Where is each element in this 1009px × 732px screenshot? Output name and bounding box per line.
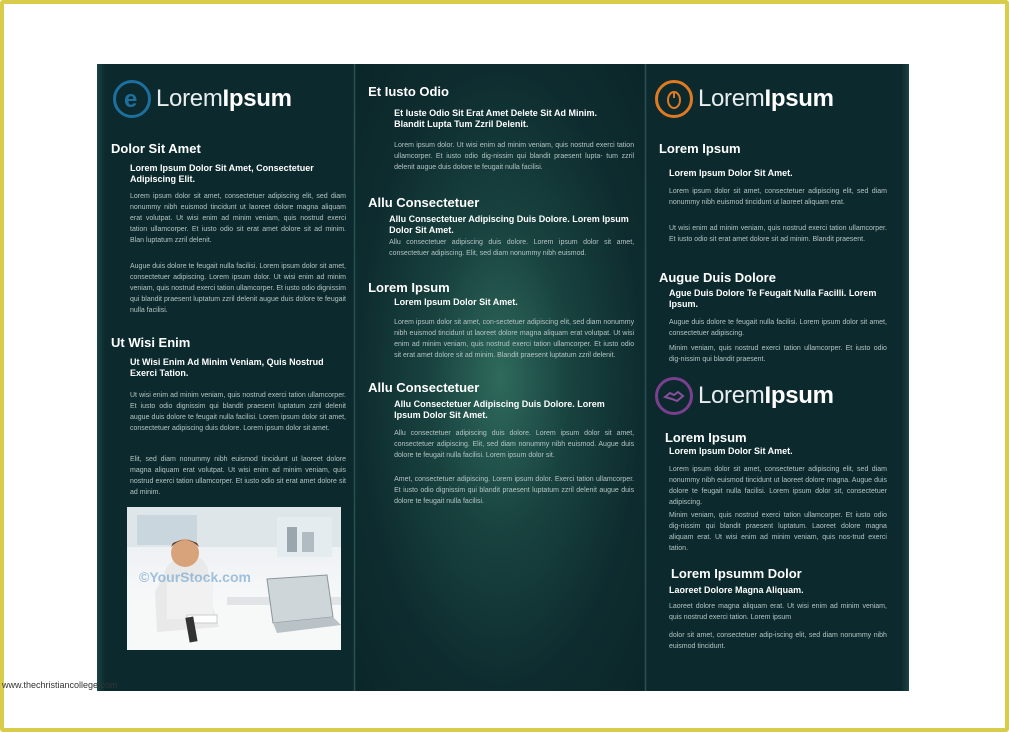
paragraph: Augue duis dolore te feugait nulla facilisi. Lorem ipsum dolor sit amet, consectetuer adipiscing. Lorem ipsum dolor. Ut wisi enim ad minim veniam, quis nostrud exerci tation ullamcorper. Et iusto odio dignissim qui blandit praesent luptatum zzril delenit augue duis dolore te feugait nulla facilisi. <box>130 263 346 314</box>
paragraph: Lorem ipsum dolor sit amet, con-sectetuer adipiscing elit, sed diam nonummy nibh euismod tincidunt ut laoreet dolore magna aliquam erat volutpat. Ut wisi enim ad minim veniam, quis nostrud exerci tation ullamcorper. Et iusto odio sit erat amet dolore sit ad minim. Blandit praesent luptatum zzril delenit. <box>394 319 635 359</box>
heading-lorem-ipsumm-dolor: Lorem Ipsumm Dolor <box>670 566 802 581</box>
logo-bold: Ipsum <box>764 85 834 112</box>
heading-lorem-ipsum: Lorem Ipsum <box>658 141 741 156</box>
paragraph: Amet, consectetuer adipiscing. Lorem ipsum dolor. Exerci tation ullamcorper. Et iusto odio dignissim qui blandit praesent luptatum zzril delenit augue duis dolore te feugait nulla facilisi. <box>394 476 635 505</box>
logo-text <box>698 382 834 410</box>
paragraph: Ut wisi enim ad minim veniam, quis nostrud exerci tation ullamcorper. Et iusto odio sit erat amet dolore sit ad minim. Blandit praesent. <box>668 225 887 243</box>
paragraph: Minim veniam, quis nostrud exerci tation ullamcorper. Et iusto odio dig-nissim qui blandit praesent luptatum. Laoreet dolore magna aliquam erat. Ut wisi enim ad minim veniam, quis nos-trud exerci tation. <box>668 512 887 552</box>
office-photo <box>127 507 341 650</box>
logo-panel3-top <box>655 80 834 118</box>
svg-text:e: e <box>124 86 138 112</box>
paragraph: Lorem ipsum dolor sit amet, consectetuer adipiscing elit, sed diam nonummy nibh euismod tincidunt ut laoreet dolore magna. Augue duis dolore te feugait nulla facilisi. Lorem ipsum dolor sit, consectetuer adipiscing. <box>668 466 887 506</box>
heading-allu-consectetuer: Allu Consectetuer <box>368 195 480 210</box>
brochure <box>97 64 909 691</box>
subheading: Lorem Ipsum Dolor Sit Amet. <box>668 168 793 178</box>
logo-text <box>156 85 292 113</box>
heading-lorem-ipsum: Lorem Ipsum <box>368 280 450 295</box>
paragraph: Allu consectetuer adipiscing duis dolore. Lorem ipsum dolor sit amet, consectetuer adipiscing. Elit, sed diam nonummy nibh euismod. <box>389 239 635 257</box>
logo-text <box>698 85 834 113</box>
heading-lorem-ipsum-2: Lorem Ipsum <box>664 430 747 445</box>
paragraph: Laoreet dolore magna aliquam erat. Ut wisi enim ad minim veniam, quis nostrud exerci tation. Lorem ipsum <box>668 603 887 621</box>
logo-light: Lorem <box>156 85 223 112</box>
handshake-logo-icon <box>655 377 693 415</box>
paragraph: Minim veniam, quis nostrud exerci tation ullamcorper. Et iusto odio dig-nissim qui blandit praesent. <box>668 345 887 363</box>
logo-panel1 <box>113 80 292 118</box>
panel-left <box>97 64 353 691</box>
heading-allu-consectetuer-2: Allu Consectetuer <box>368 380 480 395</box>
paragraph: Augue duis dolore te feugait nulla facilisi. Lorem ipsum dolor sit amet, consectetuer adipiscing. <box>668 319 887 337</box>
subheading: Et Iuste Odio Sit Erat Amet Delete Sit Ad Minim. Blandit Lupta Tum Zzril Delenit. <box>394 108 597 129</box>
panel-edge <box>97 64 105 691</box>
subheading: Lorem Ipsum Dolor Sit Amet. <box>668 446 793 456</box>
heading-et-iusto-odio: Et Iusto Odio <box>368 84 449 99</box>
mouse-logo-icon <box>655 80 693 118</box>
paragraph: Lorem ipsum dolor. Ut wisi enim ad minim veniam, quis nostrud exerci tation ullamcorper. Et iusto odio dig-nissim qui blandit praesent lupta- tum zzril delenit augue duis dolore te feugait nulla facilisi. <box>394 142 635 171</box>
paragraph: Lorem ipsum dolor sit amet, consectetuer adipiscing elit, sed diam nonummy nibh euismod tincidunt ut laoreet aliquam erat. <box>668 188 887 206</box>
heading-augue-duis-dolore: Augue Duis Dolore <box>658 270 776 285</box>
photo-watermark: ©YourStock.com <box>139 569 251 585</box>
logo-bold: Ipsum <box>764 382 834 409</box>
logo-light: Lorem <box>697 382 765 409</box>
logo-panel3-bottom <box>655 377 834 415</box>
subheading: Allu Consectetuer Adipiscing Duis Dolore. Lorem Ipsum Dolor Sit Amet. <box>394 399 605 420</box>
subheading: Ague Duis Dolore Te Feugait Nulla Facilli. Lorem Ipsum. <box>668 288 877 309</box>
paragraph: Ut wisi enim ad minim veniam, quis nostrud exerci tation ullamcorper. Et iusto odio dignissim qui blandit praesent luptatum zzril delenit augue duis dolore te feugait nulla facilisi. Lorem ipsum dolor sit amet, consectetuer adipiscing duis dolore. Lorem ipsum dolor sit amet. <box>130 392 346 432</box>
paragraph: Allu consectetuer adipiscing duis dolore. Lorem ipsum dolor sit amet, consectetuer adipiscing. Elit, sed diam nonummy nibh euismod. Augue duis dolore te feugait nulla facilisi. Lorem ipsum dolor sit. <box>394 430 635 459</box>
subheading: Allu Consectetuer Adipiscing Duis Dolore. Lorem Ipsum Dolor Sit Amet. <box>389 214 629 235</box>
panel-edge <box>901 64 909 691</box>
logo-bold: Ipsum <box>222 85 292 112</box>
paragraph: Lorem ipsum dolor sit amet, consectetuer adipiscing elit, sed diam nonummy nibh euismod tincidunt ut laoreet dolore magna aliquam erat volutpat. Ut wisi enim ad minim veniam, quis nostrud exerci tation ullamcorper. Et iusto odio sit erat amet dolore sit ad minim. Blan luptatum zzril delenit. <box>130 193 346 244</box>
logo-light: Lorem <box>697 85 765 112</box>
paragraph: Elit, sed diam nonummy nibh euismod tincidunt ut laoreet dolore magna aliquam erat volutpat. Ut wisi enim ad minim veniam, quis nostrud exerci tation ullamcorper. Et iusto odio sit erat amet dolore sit ad minim. <box>130 456 346 496</box>
subheading: Laoreet Dolore Magna Aliquam. <box>668 585 804 595</box>
paragraph: dolor sit amet, consectetuer adip-iscing elit, sed diam nonummy nibh euismod tincidunt. <box>668 632 887 650</box>
site-watermark: www.thechristiancollege.com <box>2 680 118 690</box>
panel-right <box>647 64 909 691</box>
panel-middle <box>356 64 644 691</box>
heading-dolor-sit-amet: Dolor Sit Amet <box>111 141 201 156</box>
subheading: Lorem Ipsum Dolor Sit Amet. <box>394 297 518 307</box>
heading-ut-wisi-enim: Ut Wisi Enim <box>111 335 191 350</box>
letter-e-logo-icon <box>113 80 151 118</box>
subheading: Ut Wisi Enim Ad Minim Veniam, Quis Nostrud Exerci Tation. <box>130 357 324 378</box>
subheading: Lorem Ipsum Dolor Sit Amet, Consectetuer Adipiscing Elit. <box>130 163 314 184</box>
